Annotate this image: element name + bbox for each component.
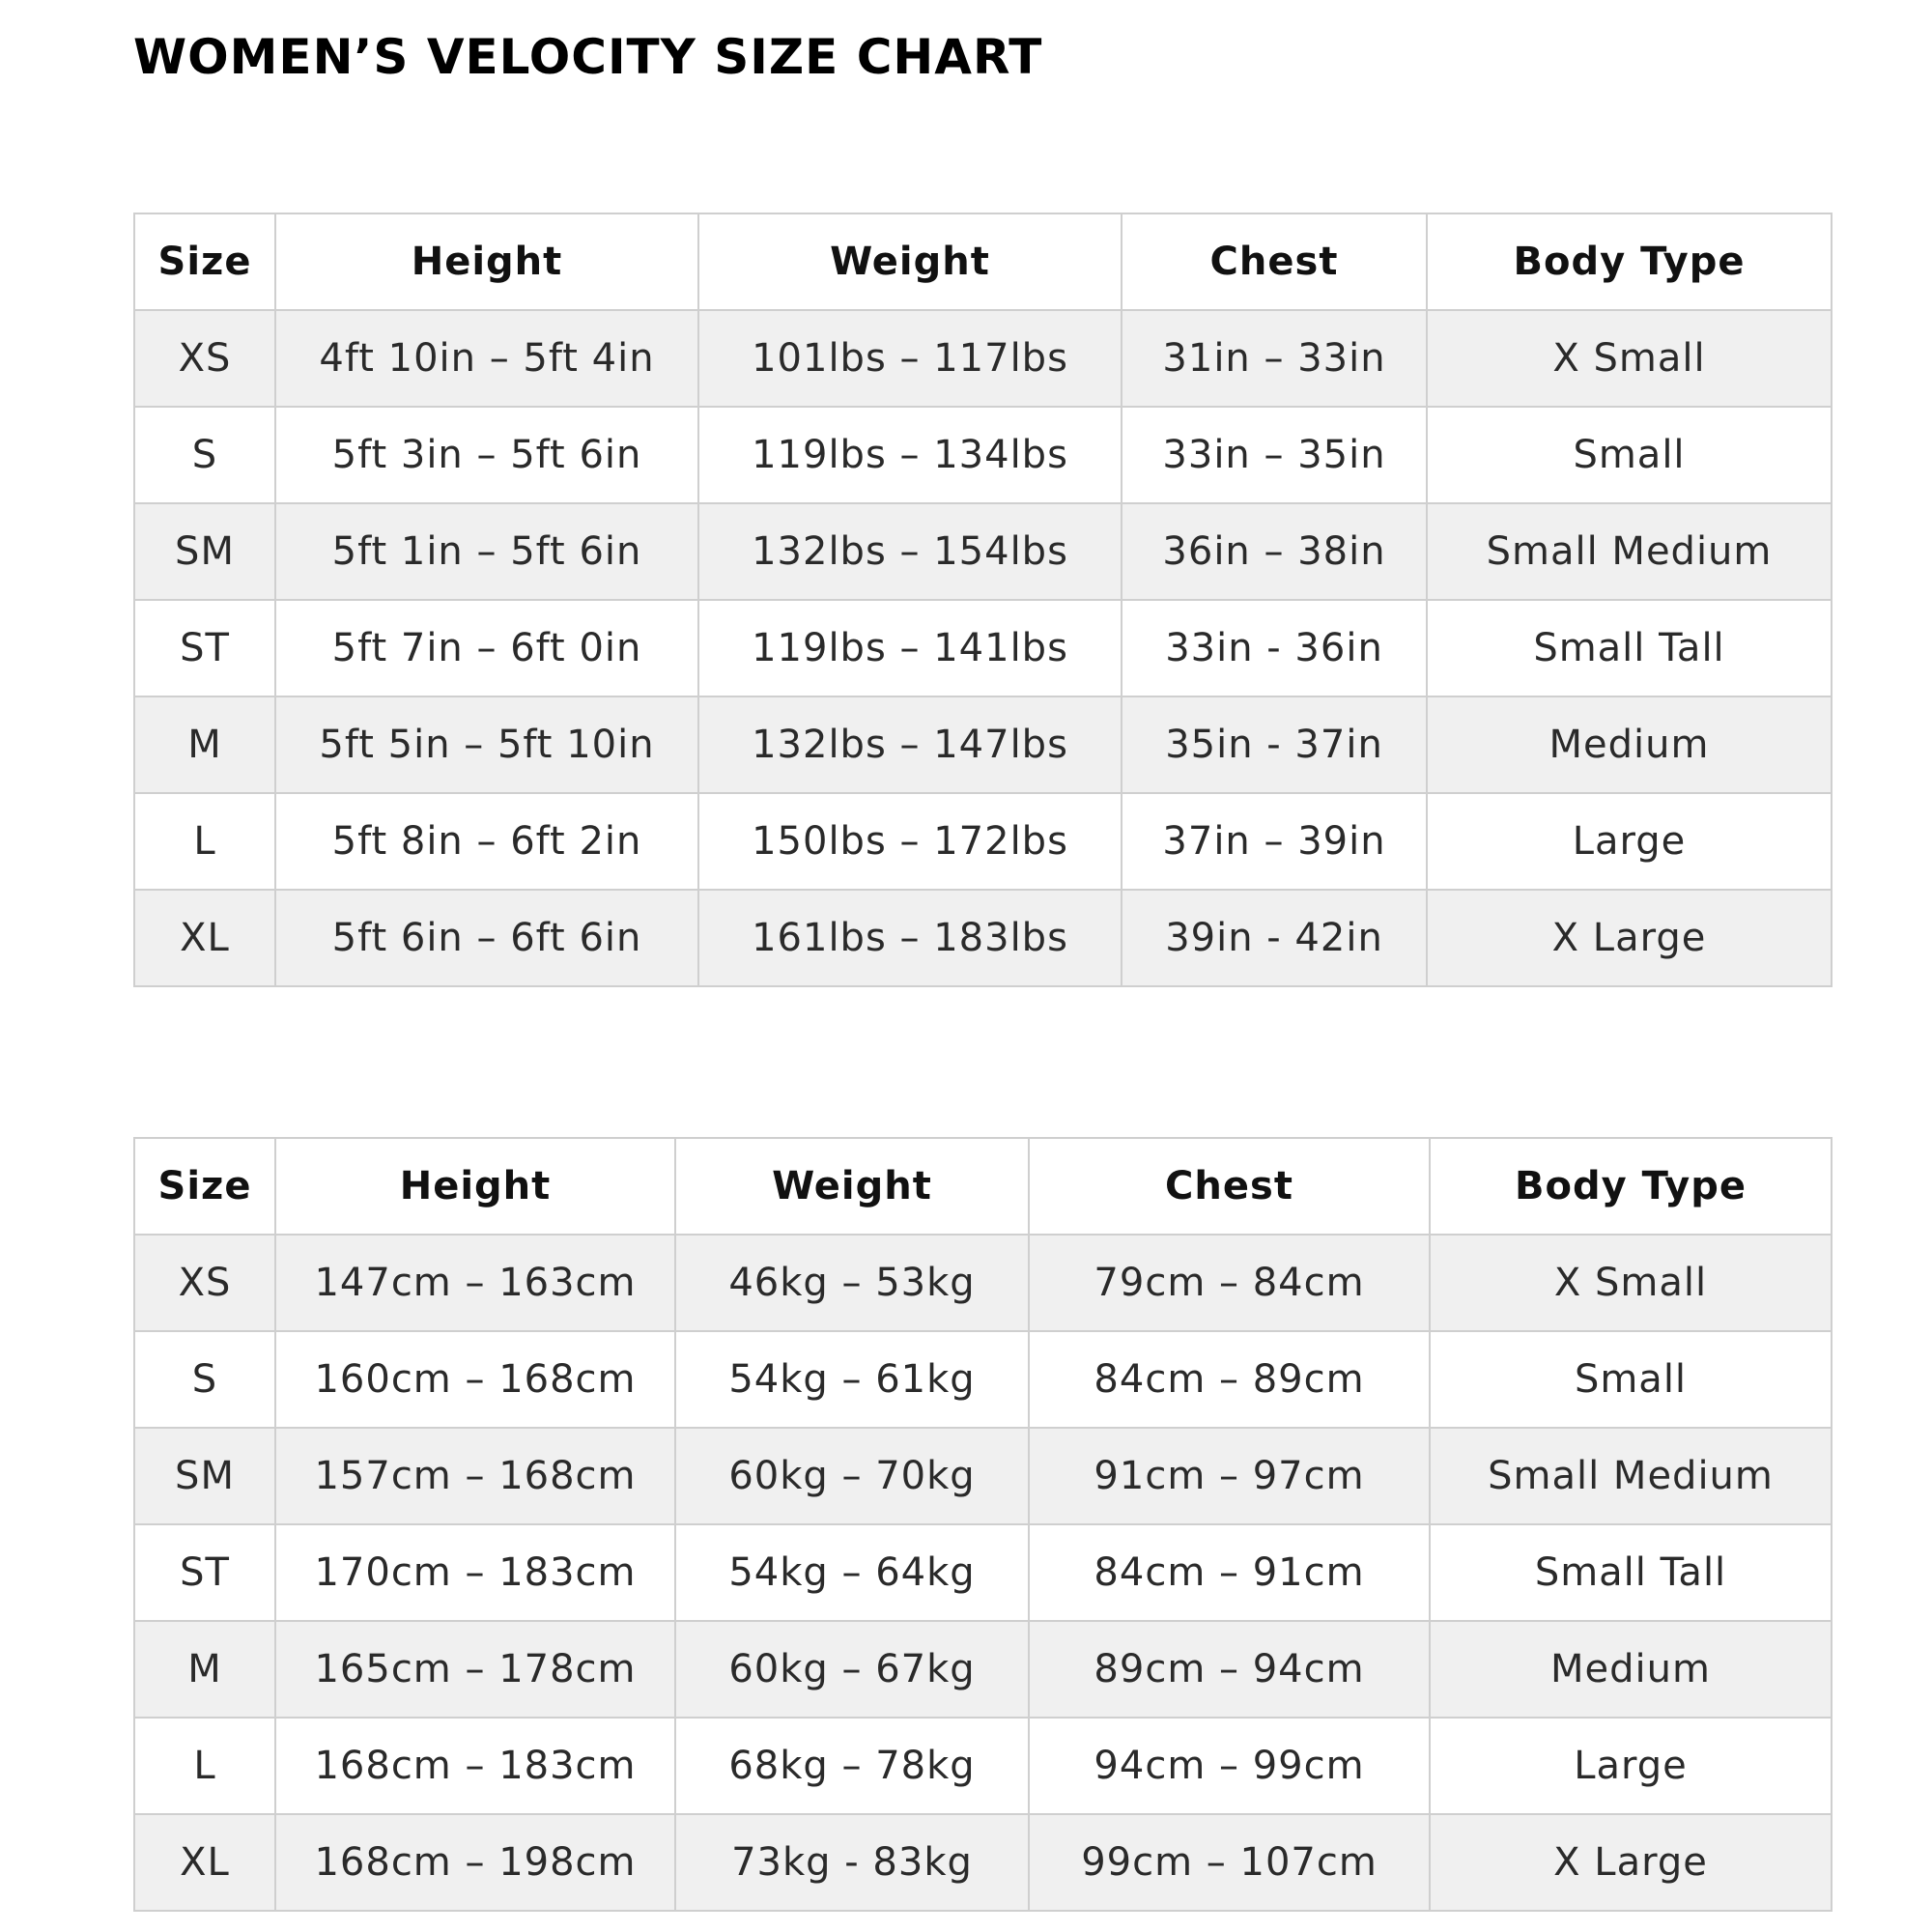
table-row [134,1814,1832,1911]
body-type-cell: Large [1430,1718,1832,1814]
weight-cell: 54kg – 61kg [675,1331,1029,1428]
weight-cell: 68kg – 78kg [675,1718,1029,1814]
chest-cell: 39in - 42in [1122,890,1427,986]
table-row [134,696,1832,793]
metric-size-table [133,1137,1833,1912]
body-type-cell: X Small [1430,1235,1832,1331]
height-cell: 157cm – 168cm [275,1428,675,1524]
chest-cell: 91cm – 97cm [1029,1428,1430,1524]
page-title: WOMEN’S VELOCITY SIZE CHART [133,29,1043,85]
chest-cell: 89cm – 94cm [1029,1621,1430,1718]
body-type-cell: Medium [1427,696,1832,793]
height-cell: 5ft 3in – 5ft 6in [275,407,698,503]
size-cell: SM [134,503,275,600]
chest-cell: 84cm – 89cm [1029,1331,1430,1428]
body-type-cell: Medium [1430,1621,1832,1718]
body-type-cell: Small [1427,407,1832,503]
table-row [134,1235,1832,1331]
height-cell: 4ft 10in – 5ft 4in [275,310,698,407]
weight-cell: 73kg - 83kg [675,1814,1029,1911]
size-cell: M [134,696,275,793]
column-header-height: Height [275,1138,675,1235]
body-type-cell: Small [1430,1331,1832,1428]
size-cell: L [134,793,275,890]
table-row [134,1428,1832,1524]
weight-cell: 132lbs – 147lbs [698,696,1122,793]
weight-cell: 161lbs – 183lbs [698,890,1122,986]
table-header-row [134,213,1832,310]
weight-cell: 119lbs – 141lbs [698,600,1122,696]
height-cell: 168cm – 183cm [275,1718,675,1814]
size-cell: XS [134,1235,275,1331]
body-type-cell: Small Medium [1427,503,1832,600]
column-header-height: Height [275,213,698,310]
column-header-weight: Weight [698,213,1122,310]
chest-cell: 35in - 37in [1122,696,1427,793]
body-type-cell: Small Medium [1430,1428,1832,1524]
column-header-chest: Chest [1122,213,1427,310]
chest-cell: 33in - 36in [1122,600,1427,696]
height-cell: 5ft 8in – 6ft 2in [275,793,698,890]
body-type-cell: Large [1427,793,1832,890]
height-cell: 160cm – 168cm [275,1331,675,1428]
size-cell: XL [134,890,275,986]
table-row [134,1524,1832,1621]
size-cell: ST [134,1524,275,1621]
column-header-body-type: Body Type [1430,1138,1832,1235]
body-type-cell: X Large [1427,890,1832,986]
table-row [134,1621,1832,1718]
table-row [134,1718,1832,1814]
chest-cell: 84cm – 91cm [1029,1524,1430,1621]
column-header-chest: Chest [1029,1138,1430,1235]
height-cell: 5ft 7in – 6ft 0in [275,600,698,696]
weight-cell: 54kg – 64kg [675,1524,1029,1621]
column-header-body-type: Body Type [1427,213,1832,310]
size-cell: SM [134,1428,275,1524]
table-header-row [134,1138,1832,1235]
size-cell: XS [134,310,275,407]
body-type-cell: Small Tall [1427,600,1832,696]
size-cell: L [134,1718,275,1814]
height-cell: 147cm – 163cm [275,1235,675,1331]
weight-cell: 132lbs – 154lbs [698,503,1122,600]
chest-cell: 36in – 38in [1122,503,1427,600]
chest-cell: 33in – 35in [1122,407,1427,503]
table-row [134,503,1832,600]
chest-cell: 99cm – 107cm [1029,1814,1430,1911]
height-cell: 168cm – 198cm [275,1814,675,1911]
size-cell: S [134,1331,275,1428]
body-type-cell: Small Tall [1430,1524,1832,1621]
height-cell: 5ft 6in – 6ft 6in [275,890,698,986]
chest-cell: 79cm – 84cm [1029,1235,1430,1331]
weight-cell: 60kg – 70kg [675,1428,1029,1524]
table-row [134,1331,1832,1428]
weight-cell: 150lbs – 172lbs [698,793,1122,890]
height-cell: 165cm – 178cm [275,1621,675,1718]
column-header-size: Size [134,1138,275,1235]
imperial-size-table [133,213,1833,987]
chest-cell: 37in – 39in [1122,793,1427,890]
weight-cell: 119lbs – 134lbs [698,407,1122,503]
size-cell: XL [134,1814,275,1911]
weight-cell: 101lbs – 117lbs [698,310,1122,407]
chest-cell: 94cm – 99cm [1029,1718,1430,1814]
weight-cell: 60kg – 67kg [675,1621,1029,1718]
size-cell: S [134,407,275,503]
table-row [134,407,1832,503]
table-row [134,310,1832,407]
column-header-weight: Weight [675,1138,1029,1235]
body-type-cell: X Large [1430,1814,1832,1911]
table-row [134,793,1832,890]
table-row [134,890,1832,986]
column-header-size: Size [134,213,275,310]
chest-cell: 31in – 33in [1122,310,1427,407]
height-cell: 170cm – 183cm [275,1524,675,1621]
table-row [134,600,1832,696]
height-cell: 5ft 5in – 5ft 10in [275,696,698,793]
size-cell: M [134,1621,275,1718]
size-cell: ST [134,600,275,696]
height-cell: 5ft 1in – 5ft 6in [275,503,698,600]
body-type-cell: X Small [1427,310,1832,407]
weight-cell: 46kg – 53kg [675,1235,1029,1331]
